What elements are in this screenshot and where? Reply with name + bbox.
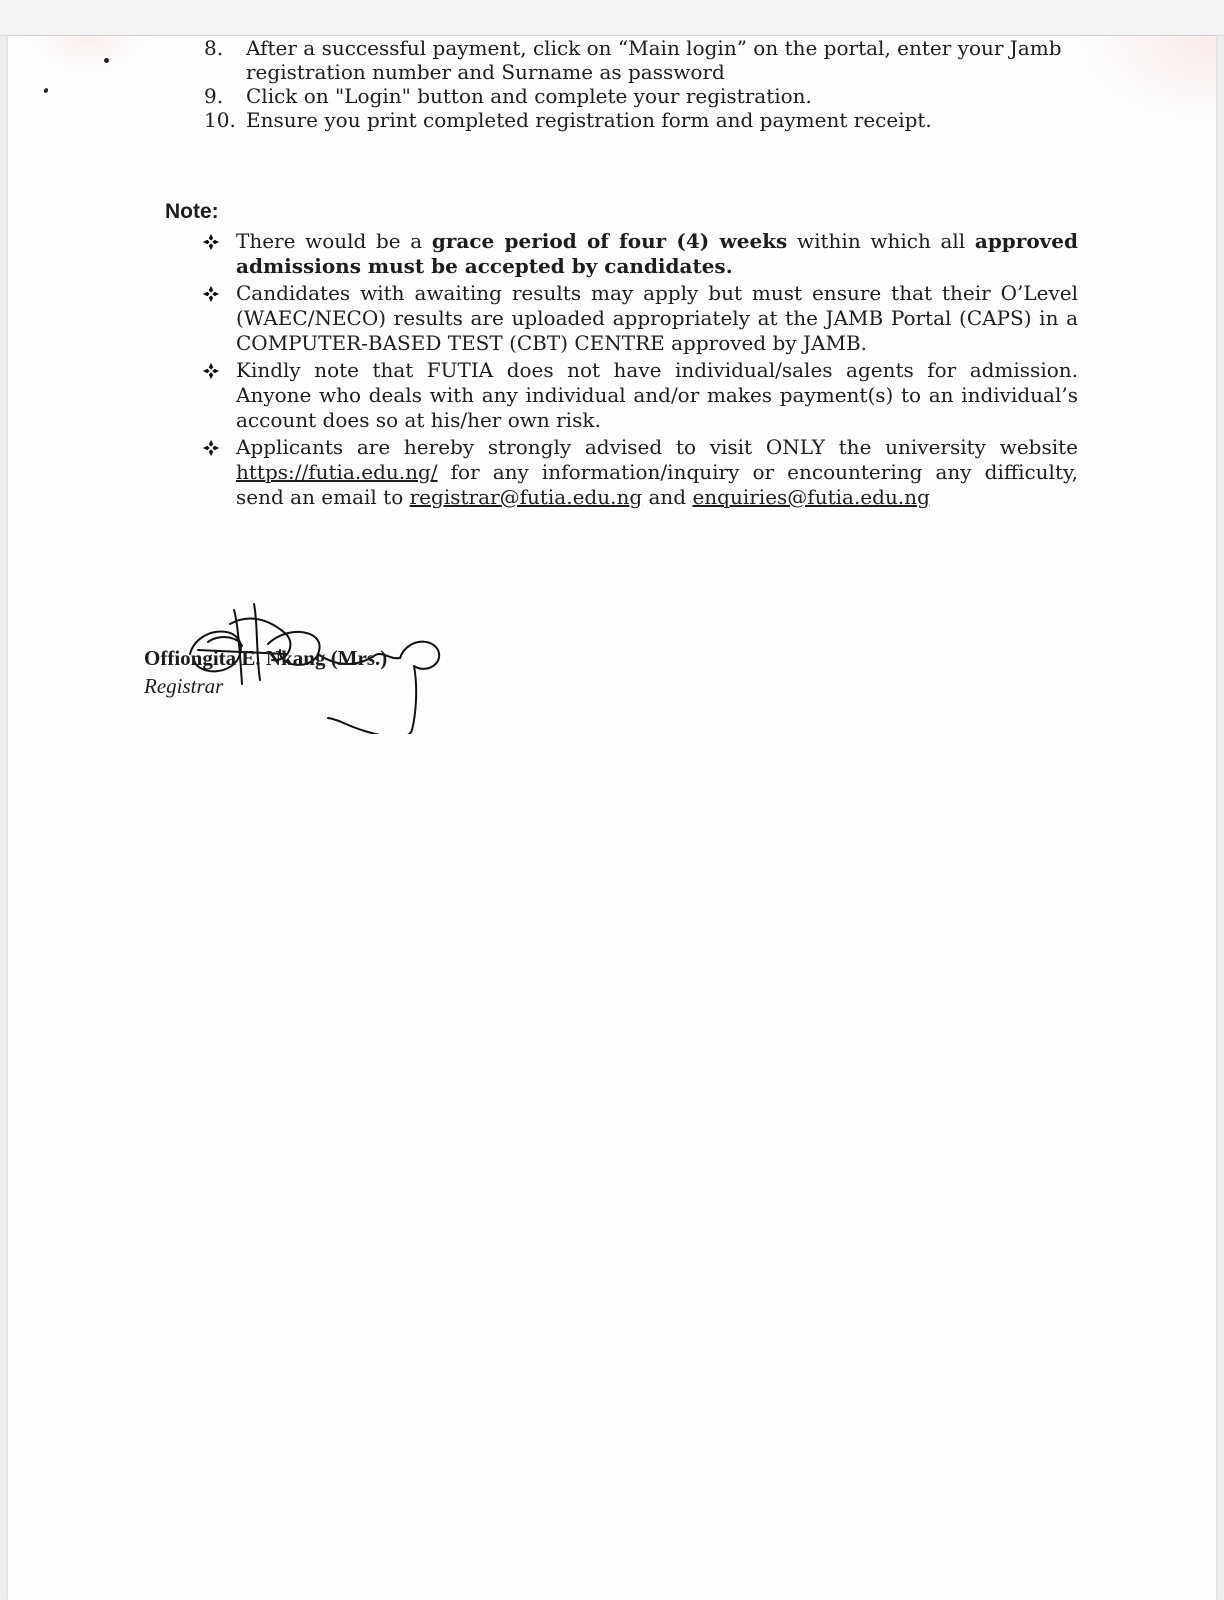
four-diamond-bullet-icon bbox=[202, 361, 222, 381]
paper-stain bbox=[28, 36, 148, 76]
four-diamond-bullet-icon bbox=[202, 438, 222, 458]
note-item bbox=[198, 281, 1078, 356]
note-link[interactable]: https://futia.edu.ng/ bbox=[236, 460, 438, 484]
note-item bbox=[198, 358, 1078, 433]
step-number: 9. bbox=[204, 84, 224, 108]
note-text: Candidates with awaiting results may apply but must ensure that their O’Level (WAEC/NECO) results are uploaded appropriately at the JAMB Portal (CAPS) in a COMPUTER-BASED TEST (CBT) CENTRE approved by JAMB. bbox=[236, 281, 1078, 355]
note-emphasis-text: approved admissions must be accepted by candidates. bbox=[236, 229, 1078, 278]
step-text: After a successful payment, click on “Main login” on the portal, enter your Jamb registration number and Surname as password bbox=[246, 36, 1062, 84]
scan-speck bbox=[43, 87, 49, 93]
note-heading: Note: bbox=[165, 200, 219, 223]
note-link[interactable]: registrar@futia.edu.ng bbox=[409, 485, 643, 509]
step-item bbox=[204, 108, 1084, 132]
step-item bbox=[204, 84, 1084, 108]
four-diamond-bullet-icon bbox=[202, 232, 222, 252]
step-text: Ensure you print completed registration form and payment receipt. bbox=[246, 108, 932, 132]
note-text: within which all bbox=[787, 229, 975, 253]
four-diamond-bullet-icon bbox=[202, 284, 222, 304]
note-list bbox=[198, 229, 1078, 512]
step-item bbox=[204, 36, 1084, 84]
step-text: Click on "Login" button and complete your registration. bbox=[246, 84, 812, 108]
scan-speck bbox=[104, 58, 109, 63]
note-text: and bbox=[642, 485, 693, 509]
note-text: for any information/inquiry or encountering any difficulty, send an email to bbox=[236, 460, 1078, 509]
note-item bbox=[198, 435, 1078, 510]
viewer-top-bar bbox=[0, 0, 1224, 36]
note-text: Kindly note that FUTIA does not have individual/sales agents for admission. Anyone who deals with any individual and/or makes payment(s) to an individual’s account does so at his/her own risk. bbox=[236, 358, 1078, 432]
note-text: There would be a bbox=[236, 229, 432, 253]
step-number: 8. bbox=[204, 36, 224, 60]
paper-stain bbox=[1076, 36, 1216, 126]
note-emphasis-text: grace period of four (4) weeks bbox=[431, 229, 788, 253]
step-number: 10. bbox=[204, 108, 236, 132]
note-link[interactable]: enquiries@futia.edu.ng bbox=[692, 485, 930, 509]
instruction-steps bbox=[204, 36, 1084, 132]
note-text: Applicants are hereby strongly advised to visit ONLY the university website bbox=[236, 435, 1078, 459]
signatory-title: Registrar bbox=[144, 674, 224, 698]
note-item bbox=[198, 229, 1078, 279]
document-page bbox=[8, 36, 1216, 1600]
signatory-name: Offiongita E. Nkang (Mrs.) bbox=[144, 646, 388, 670]
